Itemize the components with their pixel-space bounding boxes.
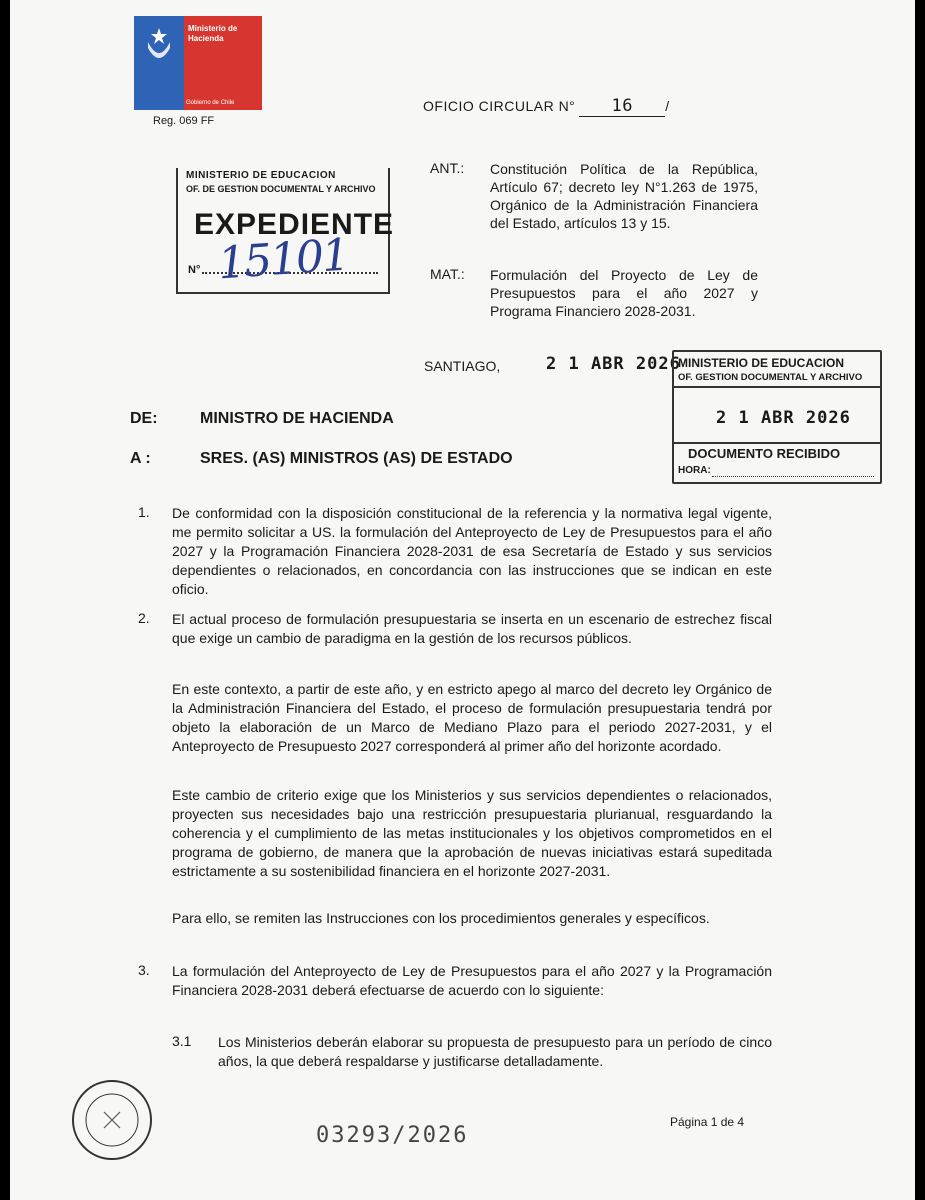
oficio-number: 16 [579,96,665,117]
recibido-date: 2 1 ABR 2026 [716,408,851,428]
document-number: 03293/2026 [316,1123,469,1148]
paragraph-3-1-number: 3.1 [172,1033,192,1049]
paragraph-3: La formulación del Anteproyecto de Ley de Presupuestos para el año 2027 y la Programación Financiera 2028-2031 deberá efectuarse de acuerdo con lo siguiente: [172,963,772,998]
paragraph-2-number: 2. [138,610,150,626]
a-value: SRES. (AS) MINISTROS (AS) DE ESTADO [200,450,513,467]
recibido-hora-label: HORA: [678,465,711,476]
recibido-divider [674,386,880,388]
paragraph-1: De conformidad con la disposición constitucional de la referencia y la normativa legal vigente, me permito solicitar a US. la formulación del Anteproyecto de Ley de Presupuestos para el año 2027 y la Programación Financiera 2028-2031 de esa Secretaría de Estado y sus servicios dependientes o relacionados, en concordancia con las instrucciones que se indican en este oficio. [172,505,772,597]
paragraph-2: El actual proceso de formulación presupuestaria se inserta en un escenario de estrechez fiscal que exige un cambio de paradigma en la gestión de los recursos públicos. [172,611,772,646]
expediente-stamp-line2: OF. DE GESTION DOCUMENTAL Y ARCHIVO [186,184,376,194]
de-label: DE: [130,410,158,427]
expediente-handwritten-number: 15101 [216,229,350,290]
logo-blue-block [134,16,184,110]
de-value: MINISTRO DE HACIENDA [200,410,394,427]
ministry-logo [134,16,262,110]
recibido-stamp-line2: OF. GESTION DOCUMENTAL Y ARCHIVO [678,372,863,383]
logo-ministry-name: Ministerio de Hacienda [188,24,238,43]
recibido-stamp-line1: MINISTERIO DE EDUCACION [678,356,845,370]
expediente-stamp-line1: MINISTERIO DE EDUCACION [186,170,336,181]
ant-label: ANT.: [430,160,465,176]
recibido-divider-2 [674,442,880,444]
mat-text: Formulación del Proyecto de Ley de Presupuestos para el año 2027 y Programa Financiero 2028-2031. [490,267,758,319]
logo-footer: Gobierno de Chile [186,100,235,106]
paragraph-2b: En este contexto, a partir de este año, y en estricto apego al marco del decreto ley Orgánico de la Administración Financiera del Estado, el proceso de formulación presupuestaria tendrá por objeto la elaboración de un Marco de Mediano Plazo para el periodo 2027-2031, y el Anteproyecto de Presupuesto 2027 corresponderá al primer año del horizonte acordado. [172,681,772,754]
expediente-no-label: N° [188,264,201,276]
recibido-label: DOCUMENTO RECIBIDO [688,446,841,461]
coat-of-arms-icon [142,24,176,64]
oficio-label: OFICIO CIRCULAR N° [423,98,576,114]
ant-text: Constitución Política de la República, Artículo 67; decreto ley N°1.263 de 1975, Orgánico de la Administración Financiera del Estado, artículos 13 y 15. [490,161,758,231]
recibido-hora-line [712,476,874,477]
expediente-stamp [176,168,395,294]
paragraph-2d: Para ello, se remiten las Instrucciones con los procedimientos generales y específicos. [172,910,710,926]
paragraph-1-number: 1. [138,504,150,520]
paragraph-3-1: Los Ministerios deberán elaborar su propuesta de presupuesto para un período de cinco años, la que deberá respaldarse y justificarse detalladamente. [218,1034,772,1069]
oficio-suffix: / [665,98,670,114]
recibido-stamp [672,350,882,484]
round-seal-icon [72,1080,152,1160]
a-label: A : [130,450,151,467]
oficio-header [423,96,670,117]
page-indicator: Página 1 de 4 [670,1115,745,1129]
paragraph-2c: Este cambio de criterio exige que los Ministerios y sus servicios dependientes o relacionados, proyecten sus necesidades bajo una restricción presupuestaria plurianual, resguardando la coherencia y el cumplimiento de las metas institucionales y los objetivos comprometidos en el programa de gobierno, de manera que la aprobación de nuevas iniciativas estará supeditada estrictamente a su sostenibilidad financiera en el horizonte 2027-2031. [172,787,772,879]
paragraph-3-number: 3. [138,962,150,978]
santiago-date: 2 1 ABR 2026 [546,354,681,374]
reg-code: Reg. 069 FF [153,115,215,127]
seal-graphic [74,1082,150,1158]
expediente-stamp-title: EXPEDIENTE [194,208,395,241]
document-page [10,0,915,1200]
santiago-label: SANTIAGO, [424,358,501,374]
logo-red-block [184,16,262,110]
mat-label: MAT.: [430,266,465,282]
